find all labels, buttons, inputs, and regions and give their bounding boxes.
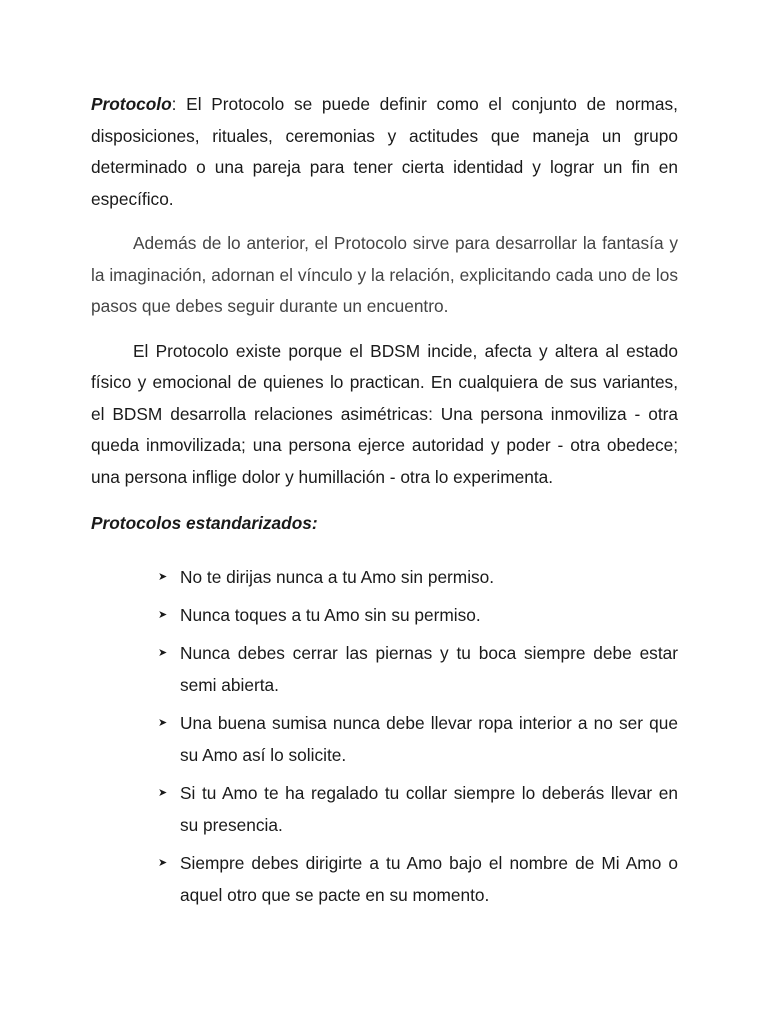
list-item-text: No te dirijas nunca a tu Amo sin permiso. (180, 566, 495, 587)
document-page (91, 89, 678, 917)
list-item (158, 847, 678, 911)
list-item-text: Nunca debes cerrar las piernas y tu boca siempre debe estar semi abierta. (180, 642, 678, 695)
arrow-bullet-icon: ➤ (158, 646, 168, 659)
list-item-text: Nunca toques a tu Amo sin su permiso. (180, 604, 481, 625)
arrow-bullet-icon: ➤ (158, 716, 168, 729)
list-item (158, 777, 678, 841)
section-heading: Protocolos estandarizados: (91, 513, 318, 533)
arrow-bullet-icon: ➤ (158, 608, 168, 621)
list-item (158, 599, 678, 631)
rules-list (91, 561, 678, 911)
list-item (158, 637, 678, 701)
list-item (158, 561, 678, 593)
paragraph-purpose: Además de lo anterior, el Protocolo sirve para desarrollar la fantasía y la imaginación, adornan el vínculo y la relación, explicitando cada uno de los pasos que debes seguir durante un encuentro. (91, 233, 678, 316)
arrow-bullet-icon: ➤ (158, 856, 168, 869)
paragraph-reason: El Protocolo existe porque el BDSM incide, afecta y altera al estado físico y emocional de quienes lo practican. En cualquiera de sus variantes, el BDSM desarrolla relaciones asimétricas: Una persona inmoviliza - otra queda inmovilizada; una persona ejerce autoridad y poder - otra obedece; una persona inflige dolor y humillación - otra lo experimenta. (91, 340, 678, 487)
arrow-bullet-icon: ➤ (158, 570, 168, 583)
list-item-text: Una buena sumisa nunca debe llevar ropa interior a no ser que su Amo así lo solicite. (180, 712, 678, 765)
arrow-bullet-icon: ➤ (158, 786, 168, 799)
intro-paragraph (91, 89, 678, 215)
intro-definition: : El Protocolo se puede definir como el conjunto de normas, disposiciones, rituales, ceremonias y actitudes que maneja un grupo determinado o una pareja para tener cierta identidad y lograr un fin en específico. (91, 94, 678, 209)
list-item-text: Siempre debes dirigirte a tu Amo bajo el nombre de Mi Amo o aquel otro que se pacte en su momento. (180, 852, 678, 905)
list-item (158, 707, 678, 771)
list-item-text: Si tu Amo te ha regalado tu collar siempre lo deberás llevar en su presencia. (180, 782, 678, 835)
protocol-term: Protocolo (91, 94, 172, 114)
